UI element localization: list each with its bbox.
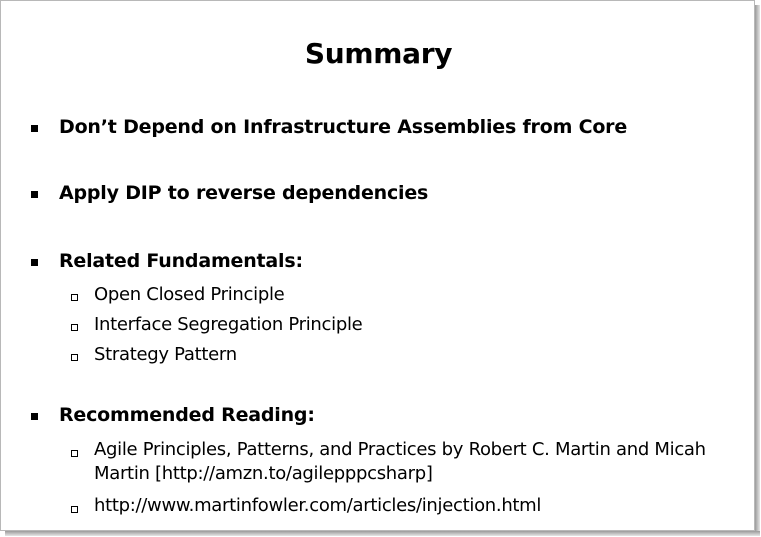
subitem-strategy-pattern: Strategy Pattern (94, 344, 237, 365)
bullet-dip: Apply DIP to reverse dependencies (59, 182, 429, 204)
square-filled-icon (31, 413, 38, 420)
bullet-recommended-reading: Recommended Reading: (59, 404, 315, 426)
square-filled-icon (31, 125, 38, 132)
square-outline-icon (71, 450, 78, 457)
subitem-agile-book-continued: Martin [http://amzn.to/agilepppcsharp] (94, 463, 433, 484)
subitem-open-closed: Open Closed Principle (94, 284, 285, 305)
slide-shadow-bottom (5, 531, 760, 536)
subitem-agile-book: Agile Principles, Patterns, and Practices by Robert C. Martin and Micah (94, 439, 706, 460)
square-filled-icon (31, 259, 38, 266)
square-filled-icon (31, 191, 38, 198)
slide-shadow-right (755, 5, 760, 536)
subitem-interface-segregation: Interface Segregation Principle (94, 314, 363, 335)
bullet-infrastructure: Don’t Depend on Infrastructure Assemblies from Core (59, 116, 628, 138)
square-outline-icon (71, 354, 78, 361)
square-outline-icon (71, 506, 78, 513)
subitem-fowler-link[interactable]: http://www.martinfowler.com/articles/injection.html (94, 495, 542, 516)
slide-title: Summary (304, 37, 453, 70)
square-outline-icon (71, 294, 78, 301)
bullet-related-fundamentals: Related Fundamentals: (59, 250, 303, 272)
square-outline-icon (71, 324, 78, 331)
